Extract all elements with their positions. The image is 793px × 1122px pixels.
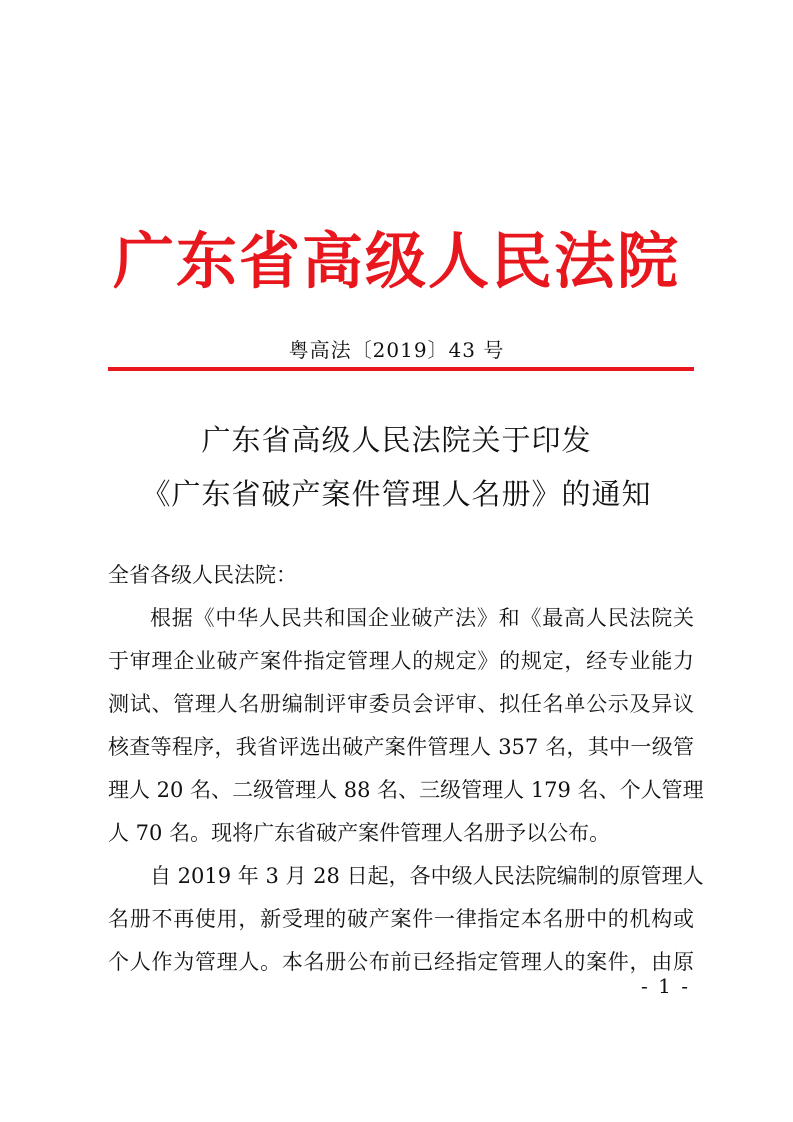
body-line-4: 核查等程序，我省评选出破产案件管理人 357 名，其中一级管 bbox=[108, 735, 694, 759]
red-divider-rule bbox=[108, 367, 694, 371]
notice-title-line-2: 《广东省破产案件管理人名册》的通知 bbox=[141, 477, 652, 511]
body-line-9: 个人作为管理人。本名册公布前已经指定管理人的案件，由原 bbox=[108, 950, 694, 974]
body-line-5: 理人 20 名、二级管理人 88 名、三级管理人 179 名、个人管理 bbox=[108, 778, 704, 802]
body-line-3: 测试、管理人名册编制评审委员会评审、拟任名单公示及异议 bbox=[108, 692, 694, 716]
salutation: 全省各级人民法院： bbox=[108, 563, 297, 587]
page-number: - 1 - bbox=[641, 974, 690, 998]
body-line-1: 根据《中华人民共和国企业破产法》和《最高人民法院关 bbox=[150, 606, 694, 630]
masthead-title: 广东省高级人民法院 bbox=[112, 226, 680, 297]
notice-title-line-1: 广东省高级人民法院关于印发 bbox=[201, 423, 592, 457]
body-line-7: 自 2019 年 3 月 28 日起，各中级人民法院编制的原管理人 bbox=[150, 864, 704, 888]
body-line-8: 名册不再使用，新受理的破产案件一律指定本名册中的机构或 bbox=[108, 907, 694, 931]
body-line-6: 人 70 名。现将广东省破产案件管理人名册予以公布。 bbox=[108, 821, 611, 845]
body-line-2: 于审理企业破产案件指定管理人的规定》的规定，经专业能力 bbox=[108, 649, 694, 673]
document-number: 粤高法〔2019〕43 号 bbox=[288, 338, 505, 362]
